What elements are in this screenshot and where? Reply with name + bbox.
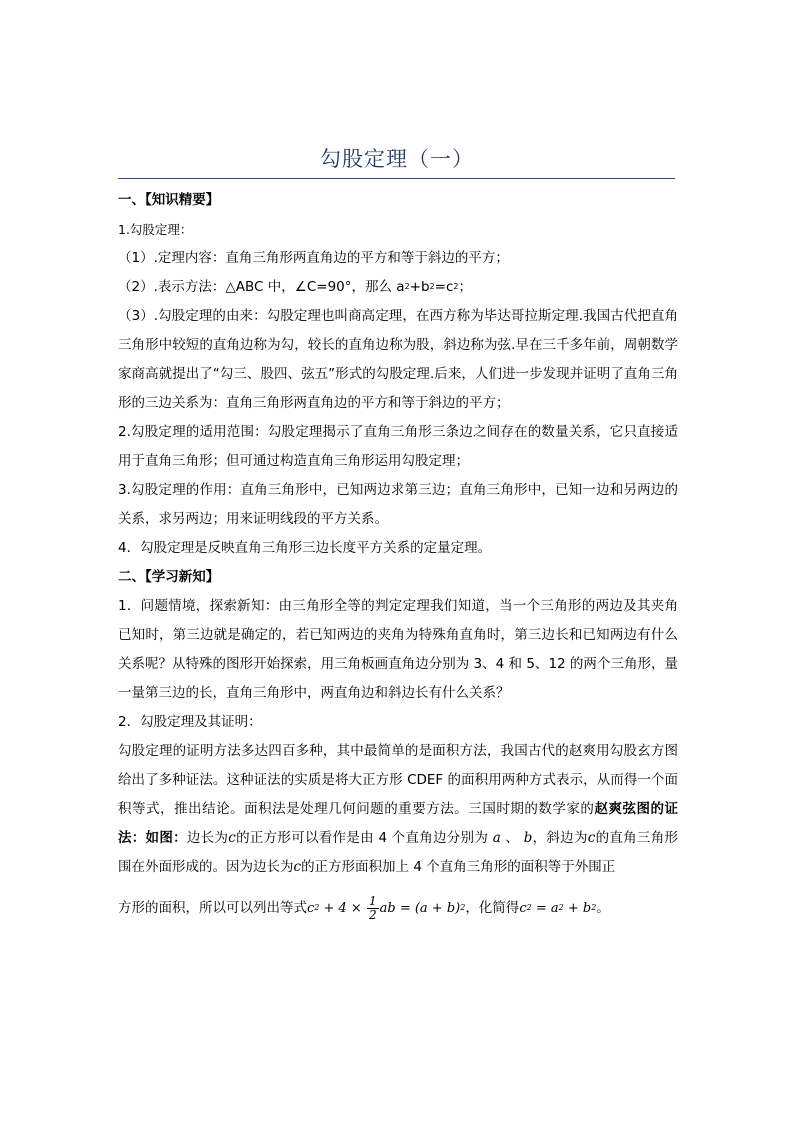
para-1-6: 3.勾股定理的作用：直角三角形中，已知两边求第三边；直角三角形中，已知一边和另两边的关系，求另两边；用来证明线段的平方关系。 — [118, 482, 678, 527]
para-2-2: 2．勾股定理及其证明： — [118, 714, 262, 730]
formula-result: $c^2 = a^2 + b^2$ — [519, 901, 597, 916]
section-1-heading: 一、【知识精要】 — [118, 192, 220, 208]
para-1-7: 4．勾股定理是反映直角三角形三边长度平方关系的定量定理。 — [118, 540, 492, 556]
para-1-5: 2.勾股定理的适用范围：勾股定理揭示了直角三角形三条边之间存在的数量关系，它只直接适用于直角三角形；但可通过构造直角三角形运用勾股定理； — [118, 424, 678, 469]
para-2-1: 1．问题情境，探索新知：由三角形全等的判定定理我们知道，当一个三角形的两边及其夹角已知时，第三边就是确定的，若已知两边的夹角为特殊角直角时，第三边长和已知两边有什么关系呢？从特殊的图形开始探索，用三角板画直角边分别为 3、4 和 5、12 的两个三角形，量一量第三边的长，直角三角形中，两直角边和斜边长有什么关系？ — [118, 598, 678, 701]
content — [118, 186, 678, 923]
formula-line: 方形的面积，所以可以列出等式$c^2 + 4$ × $\frac{1}{2}$ ab = $(a + b)^2$，化简得$c^2 = a^2 + b^2$。 — [118, 894, 610, 922]
para-1-4: （3）.勾股定理的由来：勾股定理也叫商高定理，在西方称为毕达哥拉斯定理.我国古代把直角三角形中较短的直角边称为勾，较长的直角边称为股，斜边称为弦.早在三千多年前，周朝数学家商高就提出了“勾三、股四、弦五”形式的勾股定理.后来，人们进一步发现并证明了直角三角形的三边关系为：直角三角形两直角边的平方和等于斜边的平方； — [118, 308, 678, 411]
zhao-shuang-proof-label: 赵爽弦图的证法：如图： — [118, 801, 679, 846]
para-1-3: （2）.表示方法：△ABC 中，∠C=90°，那么 $a^2+b^2=c^2$； — [118, 279, 472, 295]
para-1-2: （1）.定理内容：直角三角形两直角边的平方和等于斜边的平方； — [118, 250, 509, 266]
para-1-1: 1.勾股定理： — [118, 222, 193, 237]
section-2-heading: 二、【学习新知】 — [118, 569, 220, 585]
page-title: 勾股定理（一） — [320, 147, 474, 171]
title-rule — [118, 178, 675, 179]
fraction-one-half: $\frac{1}{2}$ — [368, 894, 377, 922]
para-2-3: 勾股定理的证明方法多达四百多种，其中最简单的是面积方法，我国古代的赵爽用勾股玄方图给出了多种证法。这种证法的实质是将大正方形 CDEF 的面积用两种方式表示，从而得一个面积等式，推出结论。面积法是处理几何问题的重要方法。三国时期的数学家的赵爽弦图的证法：如图：边长为c的正方形可以看作是由 4 个直角边分别为 a 、 b，斜边为c的直角三角形围在外面形成的。因为边长为c的正方形面积加上 4 个直角三角形的面积等于外围正 — [118, 743, 679, 875]
formula-area: $c^2 + 4$ × $\frac{1}{2}$ ab = $(a + b)^2$ — [307, 894, 466, 922]
